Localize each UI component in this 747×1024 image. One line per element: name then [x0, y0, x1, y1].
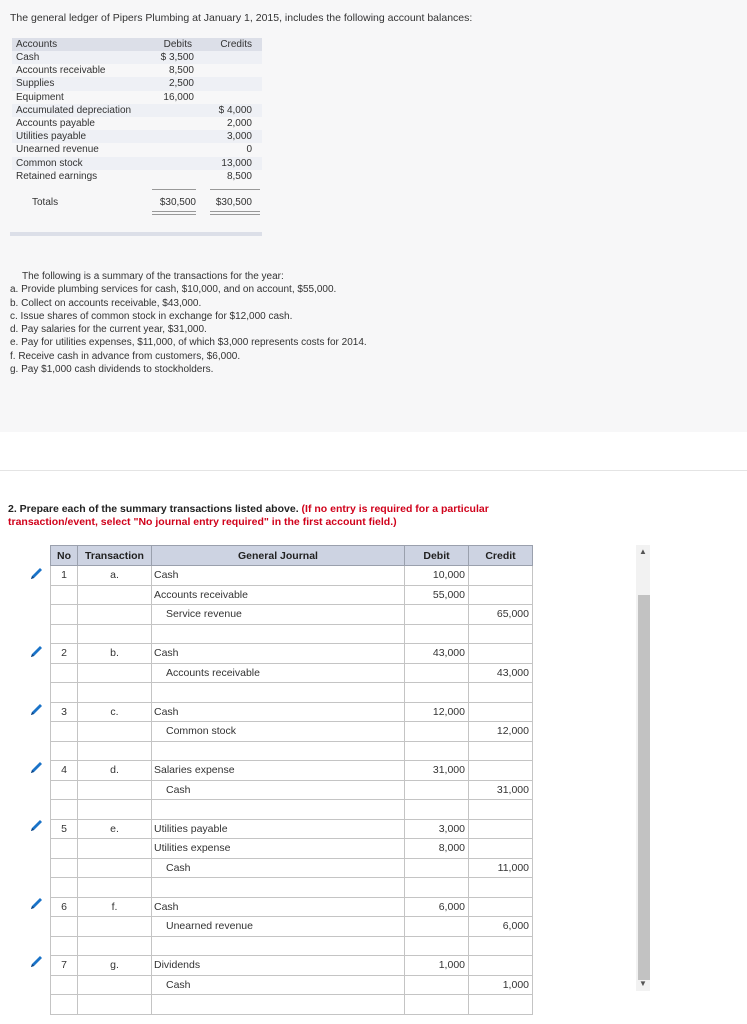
credit-field[interactable]: 12,000 — [469, 722, 533, 742]
account-field[interactable] — [152, 780, 405, 800]
credit-field[interactable] — [469, 566, 533, 586]
account-credit: 2,000 — [226, 117, 252, 129]
account-name: Cash — [166, 861, 191, 874]
debit-field[interactable]: 3,000 — [405, 819, 469, 839]
account-name: Accumulated depreciation — [16, 104, 132, 116]
debit-total-rule — [152, 189, 196, 190]
account-debit: $ 3,500 — [160, 52, 194, 63]
account-field[interactable] — [152, 839, 405, 859]
entry-number — [51, 585, 78, 605]
journal-row — [51, 839, 533, 859]
journal-row — [51, 683, 533, 703]
transaction-header: Transaction — [78, 546, 152, 566]
journal-row — [51, 780, 533, 800]
entry-number — [51, 605, 78, 625]
account-name: Supplies — [16, 78, 55, 90]
account-credit: 8,500 — [226, 170, 252, 182]
transaction-label — [78, 624, 152, 644]
totals-label: Totals — [32, 197, 59, 208]
entry-number — [51, 741, 78, 761]
debit-field[interactable] — [405, 995, 469, 1015]
transaction-label — [78, 936, 152, 956]
transaction-label: g. — [78, 956, 152, 976]
scrollbar-thumb[interactable] — [638, 595, 650, 980]
account-field[interactable] — [152, 936, 405, 956]
debit-field[interactable] — [405, 624, 469, 644]
account-name: Equipment — [16, 91, 64, 103]
question-text: 2. Prepare each of the summary transactions listed above. — [8, 503, 302, 515]
debit-field[interactable]: 8,000 — [405, 839, 469, 859]
account-field[interactable] — [152, 956, 405, 976]
totals-debit: $30,500 — [159, 197, 196, 208]
balance-row — [12, 170, 262, 183]
transaction-label — [78, 663, 152, 683]
debit-field[interactable] — [405, 663, 469, 683]
transaction-label — [78, 800, 152, 820]
account-field[interactable] — [152, 761, 405, 781]
summary-lead: The following is a summary of the transactions for the year: — [22, 271, 284, 282]
debit-field[interactable] — [405, 800, 469, 820]
entry-number: 1 — [51, 566, 78, 586]
account-name: Utilities payable — [16, 131, 87, 143]
balance-row — [12, 157, 262, 170]
debits-header: Debits — [163, 39, 192, 50]
credit-total-rule — [210, 189, 260, 190]
balance-row — [12, 51, 262, 64]
account-field[interactable] — [152, 722, 405, 742]
account-name: Service revenue — [166, 608, 242, 621]
account-name: Accounts receivable — [154, 588, 248, 601]
transaction-label — [78, 858, 152, 878]
debit-header: Debit — [405, 546, 469, 566]
entry-number: 6 — [51, 897, 78, 917]
account-credit: 13,000 — [221, 157, 252, 169]
debit-field[interactable] — [405, 917, 469, 937]
account-name: Cash — [154, 569, 179, 582]
entry-number — [51, 722, 78, 742]
credit-field[interactable] — [469, 761, 533, 781]
entry-number: 2 — [51, 644, 78, 664]
account-name: Utilities expense — [154, 842, 231, 855]
credit-field[interactable] — [469, 702, 533, 722]
transaction-label — [78, 780, 152, 800]
credit-field[interactable] — [469, 624, 533, 644]
journal-row — [51, 956, 533, 976]
question-prompt — [8, 503, 538, 529]
journal-row — [51, 722, 533, 742]
transaction-label — [78, 878, 152, 898]
account-field[interactable] — [152, 585, 405, 605]
journal-row — [51, 585, 533, 605]
entry-number — [51, 624, 78, 644]
journal-row — [51, 936, 533, 956]
credit-field[interactable]: 6,000 — [469, 917, 533, 937]
journal-row — [51, 663, 533, 683]
credit-field[interactable] — [469, 741, 533, 761]
debit-field[interactable]: 1,000 — [405, 956, 469, 976]
balances-totals-row — [12, 196, 262, 210]
transaction-label — [78, 975, 152, 995]
debit-field[interactable] — [405, 936, 469, 956]
journal-row — [51, 975, 533, 995]
account-field[interactable] — [152, 566, 405, 586]
credit-double-rule — [210, 211, 260, 212]
question-instruction: (If no entry is required for a particular transaction/event, select "No journal entry required" in the first account field.) — [8, 503, 489, 528]
debit-field[interactable] — [405, 683, 469, 703]
scroll-up-icon[interactable]: ▲ — [639, 547, 647, 556]
journal-row — [51, 897, 533, 917]
credit-field[interactable] — [469, 878, 533, 898]
account-name: Common stock — [166, 725, 237, 738]
intro-text: The general ledger of Pipers Plumbing at January 1, 2015, includes the following account balances: — [10, 12, 473, 24]
account-name: Unearned revenue — [16, 144, 99, 156]
credit-field[interactable] — [469, 995, 533, 1015]
credit-field[interactable] — [469, 839, 533, 859]
journal-row — [51, 605, 533, 625]
credit-field[interactable] — [469, 819, 533, 839]
transaction-label — [78, 722, 152, 742]
entry-number — [51, 663, 78, 683]
debit-field[interactable]: 10,000 — [405, 566, 469, 586]
journal-row — [51, 761, 533, 781]
credit-field[interactable]: 11,000 — [469, 858, 533, 878]
no-header: No — [51, 546, 78, 566]
debit-double-rule — [152, 211, 196, 212]
journal-row — [51, 624, 533, 644]
account-field[interactable] — [152, 683, 405, 703]
journal-row — [51, 644, 533, 664]
debit-field[interactable]: 12,000 — [405, 702, 469, 722]
edit-pencil-icon[interactable] — [27, 566, 45, 582]
summary-item: f. Receive cash in advance from customers, $6,000. — [10, 350, 241, 362]
transaction-label — [78, 683, 152, 703]
transaction-label: c. — [78, 702, 152, 722]
debit-field[interactable]: 55,000 — [405, 585, 469, 605]
credit-field[interactable] — [469, 585, 533, 605]
journal-row — [51, 741, 533, 761]
edit-pencil-icon[interactable] — [27, 644, 45, 660]
credit-field[interactable] — [469, 800, 533, 820]
balances-header — [12, 38, 262, 51]
credit-field[interactable]: 65,000 — [469, 605, 533, 625]
entry-number — [51, 975, 78, 995]
debit-field[interactable] — [405, 975, 469, 995]
balance-row — [12, 117, 262, 130]
debit-field[interactable] — [405, 741, 469, 761]
account-field[interactable] — [152, 995, 405, 1015]
credits-header: Credits — [220, 39, 252, 50]
journal-row — [51, 917, 533, 937]
entry-number: 4 — [51, 761, 78, 781]
account-name: Accounts receivable — [16, 65, 106, 77]
summary-item: a. Provide plumbing services for cash, $10,000, and on account, $55,000. — [10, 284, 337, 296]
account-name: Cash — [154, 900, 179, 913]
general-journal-header: General Journal — [152, 546, 405, 566]
account-debit: 16,000 — [163, 91, 194, 103]
transaction-label: f. — [78, 897, 152, 917]
account-debit: 8,500 — [168, 65, 194, 77]
account-name: Cash — [16, 52, 40, 63]
credit-field[interactable] — [469, 683, 533, 703]
account-field[interactable] — [152, 702, 405, 722]
transaction-label — [78, 585, 152, 605]
account-name: Cash — [154, 705, 179, 718]
account-field[interactable] — [152, 624, 405, 644]
entry-number — [51, 780, 78, 800]
debit-double-rule-2 — [152, 214, 196, 215]
account-name: Cash — [154, 647, 179, 660]
credit-field[interactable] — [469, 956, 533, 976]
debit-field[interactable]: 43,000 — [405, 644, 469, 664]
scroll-down-icon[interactable]: ▼ — [639, 979, 647, 988]
transaction-label — [78, 995, 152, 1015]
scrollbar[interactable] — [636, 545, 650, 991]
account-field[interactable] — [152, 800, 405, 820]
balance-row — [12, 91, 262, 104]
debit-field[interactable]: 6,000 — [405, 897, 469, 917]
account-name: Accounts receivable — [166, 666, 260, 679]
account-name: Dividends — [154, 959, 201, 972]
accounts-header: Accounts — [16, 39, 58, 50]
entry-number: 7 — [51, 956, 78, 976]
credit-field[interactable]: 1,000 — [469, 975, 533, 995]
edit-pencil-icon[interactable] — [27, 702, 45, 718]
transaction-label — [78, 917, 152, 937]
balance-row — [12, 104, 262, 117]
balance-row — [12, 77, 262, 90]
balances-table — [12, 38, 262, 183]
account-name: Unearned revenue — [166, 920, 253, 933]
credit-header: Credit — [469, 546, 533, 566]
credit-field[interactable]: 43,000 — [469, 663, 533, 683]
edit-pencil-icon[interactable] — [27, 954, 45, 970]
account-field[interactable] — [152, 819, 405, 839]
account-credit: $ 4,000 — [218, 104, 252, 116]
journal-row — [51, 819, 533, 839]
entry-number — [51, 858, 78, 878]
entry-number — [51, 995, 78, 1015]
edit-pencil-icon[interactable] — [27, 818, 45, 834]
credit-field[interactable] — [469, 644, 533, 664]
account-name: Salaries expense — [154, 764, 235, 777]
account-name: Common stock — [16, 157, 83, 169]
account-field[interactable] — [152, 741, 405, 761]
account-name: Cash — [166, 783, 191, 796]
transaction-label: a. — [78, 566, 152, 586]
credit-double-rule-2 — [210, 214, 260, 215]
account-name: Retained earnings — [16, 170, 98, 182]
entry-number: 5 — [51, 819, 78, 839]
account-name: Accounts payable — [16, 117, 95, 129]
transaction-summary — [10, 270, 367, 376]
entry-number — [51, 800, 78, 820]
summary-item: b. Collect on accounts receivable, $43,000. — [10, 297, 202, 309]
transaction-label — [78, 605, 152, 625]
journal-row — [51, 878, 533, 898]
credit-field[interactable] — [469, 936, 533, 956]
transaction-label: d. — [78, 761, 152, 781]
entry-number — [51, 936, 78, 956]
summary-item: d. Pay salaries for the current year, $31,000. — [10, 324, 207, 336]
account-name: Cash — [166, 978, 191, 991]
account-field[interactable] — [152, 644, 405, 664]
journal-row — [51, 702, 533, 722]
debit-field[interactable] — [405, 780, 469, 800]
transaction-label — [78, 839, 152, 859]
entry-number: 3 — [51, 702, 78, 722]
account-field[interactable] — [152, 975, 405, 995]
transaction-label: b. — [78, 644, 152, 664]
journal-row — [51, 995, 533, 1015]
account-field[interactable] — [152, 858, 405, 878]
debit-field[interactable] — [405, 858, 469, 878]
journal-table — [50, 545, 533, 1015]
account-credit: 3,000 — [226, 131, 252, 143]
edit-pencil-icon[interactable] — [27, 760, 45, 776]
debit-field[interactable] — [405, 722, 469, 742]
journal-row — [51, 566, 533, 586]
debit-field[interactable]: 31,000 — [405, 761, 469, 781]
summary-item: e. Pay for utilities expenses, $11,000, of which $3,000 represents costs for 2014. — [10, 337, 367, 349]
entry-number — [51, 839, 78, 859]
totals-credit: $30,500 — [215, 197, 252, 208]
debit-field[interactable] — [405, 878, 469, 898]
credit-field[interactable] — [469, 897, 533, 917]
entry-number — [51, 683, 78, 703]
account-credit: 0 — [246, 144, 252, 156]
summary-item: g. Pay $1,000 cash dividends to stockholders. — [10, 364, 214, 376]
account-field[interactable] — [152, 897, 405, 917]
account-debit: 2,500 — [168, 78, 194, 90]
journal-row — [51, 858, 533, 878]
balance-row — [12, 143, 262, 156]
transaction-label: e. — [78, 819, 152, 839]
summary-item: c. Issue shares of common stock in exchange for $12,000 cash. — [10, 310, 293, 322]
transaction-label — [78, 741, 152, 761]
entry-number — [51, 917, 78, 937]
section-divider — [0, 470, 747, 471]
journal-row — [51, 800, 533, 820]
entry-number — [51, 878, 78, 898]
table-footer-bar — [10, 232, 262, 236]
account-name: Utilities payable — [154, 822, 228, 835]
account-field[interactable] — [152, 878, 405, 898]
credit-field[interactable]: 31,000 — [469, 780, 533, 800]
account-field[interactable] — [152, 605, 405, 625]
debit-field[interactable] — [405, 605, 469, 625]
edit-pencil-icon[interactable] — [27, 896, 45, 912]
account-field[interactable] — [152, 917, 405, 937]
balance-row — [12, 130, 262, 143]
balance-row — [12, 64, 262, 77]
account-field[interactable] — [152, 663, 405, 683]
